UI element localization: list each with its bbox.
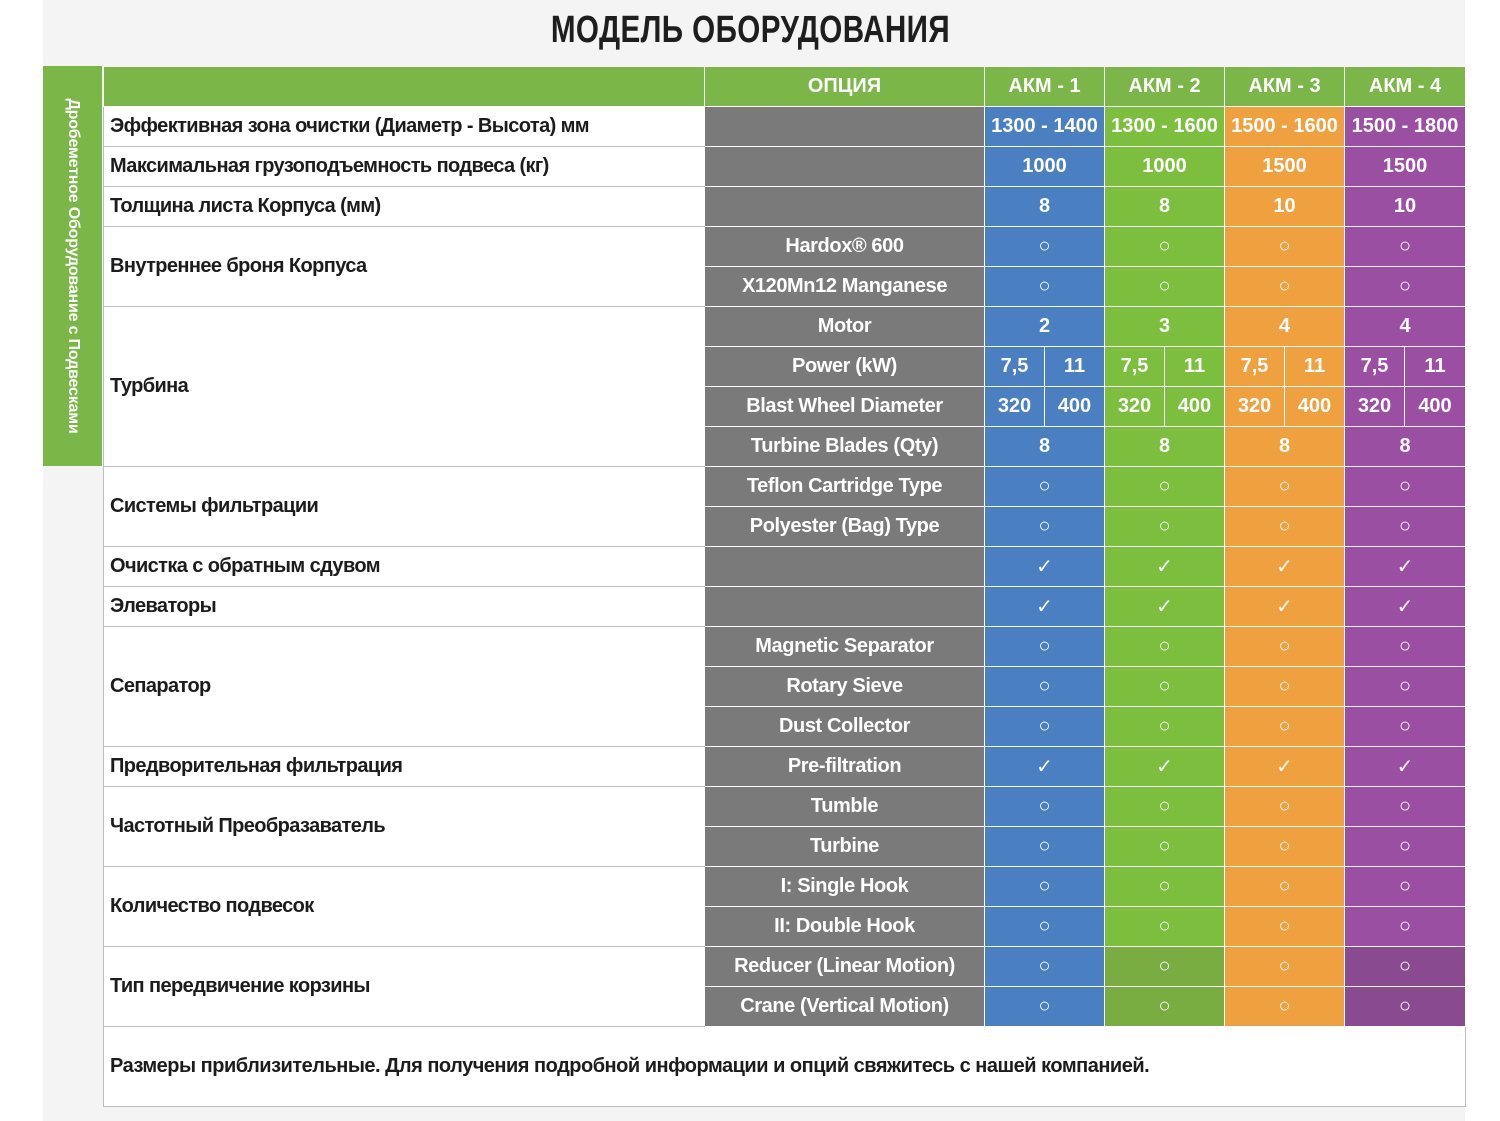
- option-label: Teflon Cartridge Type: [705, 467, 985, 507]
- optional-icon: ○: [985, 467, 1105, 507]
- optional-icon: ○: [1345, 787, 1466, 827]
- option-label: Pre-filtration: [705, 747, 985, 787]
- optional-icon: ○: [1225, 507, 1345, 547]
- value-cell: 7,5: [1345, 347, 1405, 387]
- optional-icon: ○: [1105, 667, 1225, 707]
- optional-icon: ○: [1345, 627, 1466, 667]
- table-row: [104, 627, 1466, 667]
- table-row: [104, 547, 1466, 587]
- table-row: [104, 587, 1466, 627]
- optional-icon: ○: [1225, 867, 1345, 907]
- optional-icon: ○: [985, 507, 1105, 547]
- header-model-4: АКМ - 4: [1345, 67, 1466, 107]
- value-cell: 400: [1285, 387, 1345, 427]
- optional-icon: ○: [1225, 467, 1345, 507]
- table-row: [104, 787, 1466, 827]
- optional-icon: ○: [1225, 267, 1345, 307]
- option-label: Dust Collector: [705, 707, 985, 747]
- check-icon: ✓: [985, 587, 1105, 627]
- option-label: Tumble: [705, 787, 985, 827]
- option-empty: [705, 107, 985, 147]
- option-label: Blast Wheel Diameter: [705, 387, 985, 427]
- optional-icon: ○: [1225, 667, 1345, 707]
- row-label-basket: Тип передвичение корзины: [104, 947, 705, 1027]
- optional-icon: ○: [1345, 707, 1466, 747]
- row-label-prefilter: Предворительная фильтрация: [104, 747, 705, 787]
- optional-icon: ○: [1105, 467, 1225, 507]
- option-label: Motor: [705, 307, 985, 347]
- optional-icon: ○: [1345, 907, 1466, 947]
- optional-icon: ○: [1105, 627, 1225, 667]
- option-label: Polyester (Bag) Type: [705, 507, 985, 547]
- spec-table: [103, 66, 1466, 1107]
- optional-icon: ○: [985, 907, 1105, 947]
- value-cell: 8: [1225, 427, 1345, 467]
- optional-icon: ○: [1345, 987, 1466, 1027]
- optional-icon: ○: [1105, 227, 1225, 267]
- value-cell: 7,5: [985, 347, 1045, 387]
- optional-icon: ○: [1225, 787, 1345, 827]
- option-label: Reducer (Linear Motion): [705, 947, 985, 987]
- footnote: Размеры приблизительные. Для получения подробной информации и опций свяжитесь с нашей компанией.: [104, 1027, 1466, 1107]
- value-cell: 8: [1345, 427, 1466, 467]
- check-icon: ✓: [1105, 587, 1225, 627]
- value-cell: 400: [1405, 387, 1466, 427]
- value-cell: 320: [1105, 387, 1165, 427]
- check-icon: ✓: [1225, 547, 1345, 587]
- table-row: [104, 147, 1466, 187]
- row-label-filtration: Системы фильтрации: [104, 467, 705, 547]
- value-cell: 11: [1405, 347, 1466, 387]
- check-icon: ✓: [1225, 587, 1345, 627]
- header-blank: [104, 67, 705, 107]
- optional-icon: ○: [1225, 707, 1345, 747]
- check-icon: ✓: [1105, 747, 1225, 787]
- optional-icon: ○: [1345, 667, 1466, 707]
- row-label-hooks: Количество подвесок: [104, 867, 705, 947]
- optional-icon: ○: [1105, 507, 1225, 547]
- optional-icon: ○: [985, 227, 1105, 267]
- value-cell: 320: [1345, 387, 1405, 427]
- table-row: [104, 947, 1466, 987]
- value-cell: 11: [1045, 347, 1105, 387]
- value-cell: 8: [1105, 187, 1225, 227]
- value-cell: 3: [1105, 307, 1225, 347]
- optional-icon: ○: [1225, 627, 1345, 667]
- check-icon: ✓: [1345, 747, 1466, 787]
- value-cell: 8: [1105, 427, 1225, 467]
- table-row: [104, 107, 1466, 147]
- value-cell: 8: [985, 187, 1105, 227]
- value-cell: 8: [985, 427, 1105, 467]
- optional-icon: ○: [1105, 987, 1225, 1027]
- option-label: X120Mn12 Manganese: [705, 267, 985, 307]
- check-icon: ✓: [985, 547, 1105, 587]
- optional-icon: ○: [1225, 827, 1345, 867]
- optional-icon: ○: [985, 627, 1105, 667]
- optional-icon: ○: [1105, 907, 1225, 947]
- optional-icon: ○: [1345, 467, 1466, 507]
- optional-icon: ○: [1105, 787, 1225, 827]
- option-label: Rotary Sieve: [705, 667, 985, 707]
- value-cell: 1300 - 1400: [985, 107, 1105, 147]
- value-cell: 1500: [1225, 147, 1345, 187]
- table-row: [104, 307, 1466, 347]
- header-option: ОПЦИЯ: [705, 67, 985, 107]
- optional-icon: ○: [985, 267, 1105, 307]
- header-model-2: АКМ - 2: [1105, 67, 1225, 107]
- value-cell: 2: [985, 307, 1105, 347]
- option-empty: [705, 547, 985, 587]
- table-row: [104, 227, 1466, 267]
- value-cell: 1000: [1105, 147, 1225, 187]
- value-cell: 4: [1225, 307, 1345, 347]
- value-cell: 7,5: [1225, 347, 1285, 387]
- option-label: I: Single Hook: [705, 867, 985, 907]
- check-icon: ✓: [1345, 587, 1466, 627]
- row-label-reverse-blow: Очистка с обратным сдувом: [104, 547, 705, 587]
- optional-icon: ○: [1345, 267, 1466, 307]
- value-cell: 10: [1225, 187, 1345, 227]
- value-cell: 4: [1345, 307, 1466, 347]
- row-label-zone: Эффективная зона очистки (Диаметр - Высота) мм: [104, 107, 705, 147]
- optional-icon: ○: [1105, 947, 1225, 987]
- value-cell: 1500 - 1800: [1345, 107, 1466, 147]
- value-cell: 400: [1045, 387, 1105, 427]
- option-empty: [705, 587, 985, 627]
- side-category-label: [43, 66, 102, 466]
- optional-icon: ○: [985, 987, 1105, 1027]
- check-icon: ✓: [1105, 547, 1225, 587]
- optional-icon: ○: [985, 947, 1105, 987]
- value-cell: 320: [1225, 387, 1285, 427]
- option-empty: [705, 147, 985, 187]
- option-label: Turbine Blades (Qty): [705, 427, 985, 467]
- option-empty: [705, 187, 985, 227]
- optional-icon: ○: [985, 867, 1105, 907]
- header-model-3: АКМ - 3: [1225, 67, 1345, 107]
- table-row: [104, 867, 1466, 907]
- footnote-row: [104, 1027, 1466, 1107]
- optional-icon: ○: [985, 787, 1105, 827]
- table-row: [104, 467, 1466, 507]
- optional-icon: ○: [1225, 227, 1345, 267]
- option-label: Crane (Vertical Motion): [705, 987, 985, 1027]
- page-title: МОДЕЛЬ ОБОРУДОВАНИЯ: [550, 9, 951, 51]
- side-category-text: Дробеметное Оборудование с Подвесками: [64, 98, 82, 434]
- optional-icon: ○: [985, 827, 1105, 867]
- check-icon: ✓: [1225, 747, 1345, 787]
- optional-icon: ○: [1345, 867, 1466, 907]
- optional-icon: ○: [1105, 707, 1225, 747]
- row-label-inverter: Частотный Преобразаватель: [104, 787, 705, 867]
- value-cell: 7,5: [1105, 347, 1165, 387]
- row-label-turbine: Турбина: [104, 307, 705, 467]
- optional-icon: ○: [1225, 987, 1345, 1027]
- optional-icon: ○: [1105, 267, 1225, 307]
- header-model-1: АКМ - 1: [985, 67, 1105, 107]
- row-label-separator: Сепаратор: [104, 627, 705, 747]
- row-label-thickness: Толщина листа Корпуса (мм): [104, 187, 705, 227]
- value-cell: 1300 - 1600: [1105, 107, 1225, 147]
- option-label: II: Double Hook: [705, 907, 985, 947]
- row-label-capacity: Максимальная грузоподъемность подвеса (кг): [104, 147, 705, 187]
- value-cell: 1500 - 1600: [1225, 107, 1345, 147]
- value-cell: 11: [1165, 347, 1225, 387]
- optional-icon: ○: [1345, 827, 1466, 867]
- value-cell: 10: [1345, 187, 1466, 227]
- optional-icon: ○: [1225, 947, 1345, 987]
- table-row: [104, 187, 1466, 227]
- check-icon: ✓: [1345, 547, 1466, 587]
- value-cell: 11: [1285, 347, 1345, 387]
- optional-icon: ○: [1345, 507, 1466, 547]
- option-label: Magnetic Separator: [705, 627, 985, 667]
- row-label-armor: Внутреннее броня Корпуса: [104, 227, 705, 307]
- header-row: [104, 67, 1466, 107]
- option-label: Power (kW): [705, 347, 985, 387]
- value-cell: 1500: [1345, 147, 1466, 187]
- value-cell: 400: [1165, 387, 1225, 427]
- optional-icon: ○: [1105, 827, 1225, 867]
- optional-icon: ○: [985, 667, 1105, 707]
- optional-icon: ○: [1105, 867, 1225, 907]
- table-row: [104, 747, 1466, 787]
- option-label: Hardox® 600: [705, 227, 985, 267]
- value-cell: 1000: [985, 147, 1105, 187]
- optional-icon: ○: [1345, 947, 1466, 987]
- optional-icon: ○: [985, 707, 1105, 747]
- option-label: Turbine: [705, 827, 985, 867]
- row-label-elevators: Элеваторы: [104, 587, 705, 627]
- value-cell: 320: [985, 387, 1045, 427]
- optional-icon: ○: [1345, 227, 1466, 267]
- check-icon: ✓: [985, 747, 1105, 787]
- optional-icon: ○: [1225, 907, 1345, 947]
